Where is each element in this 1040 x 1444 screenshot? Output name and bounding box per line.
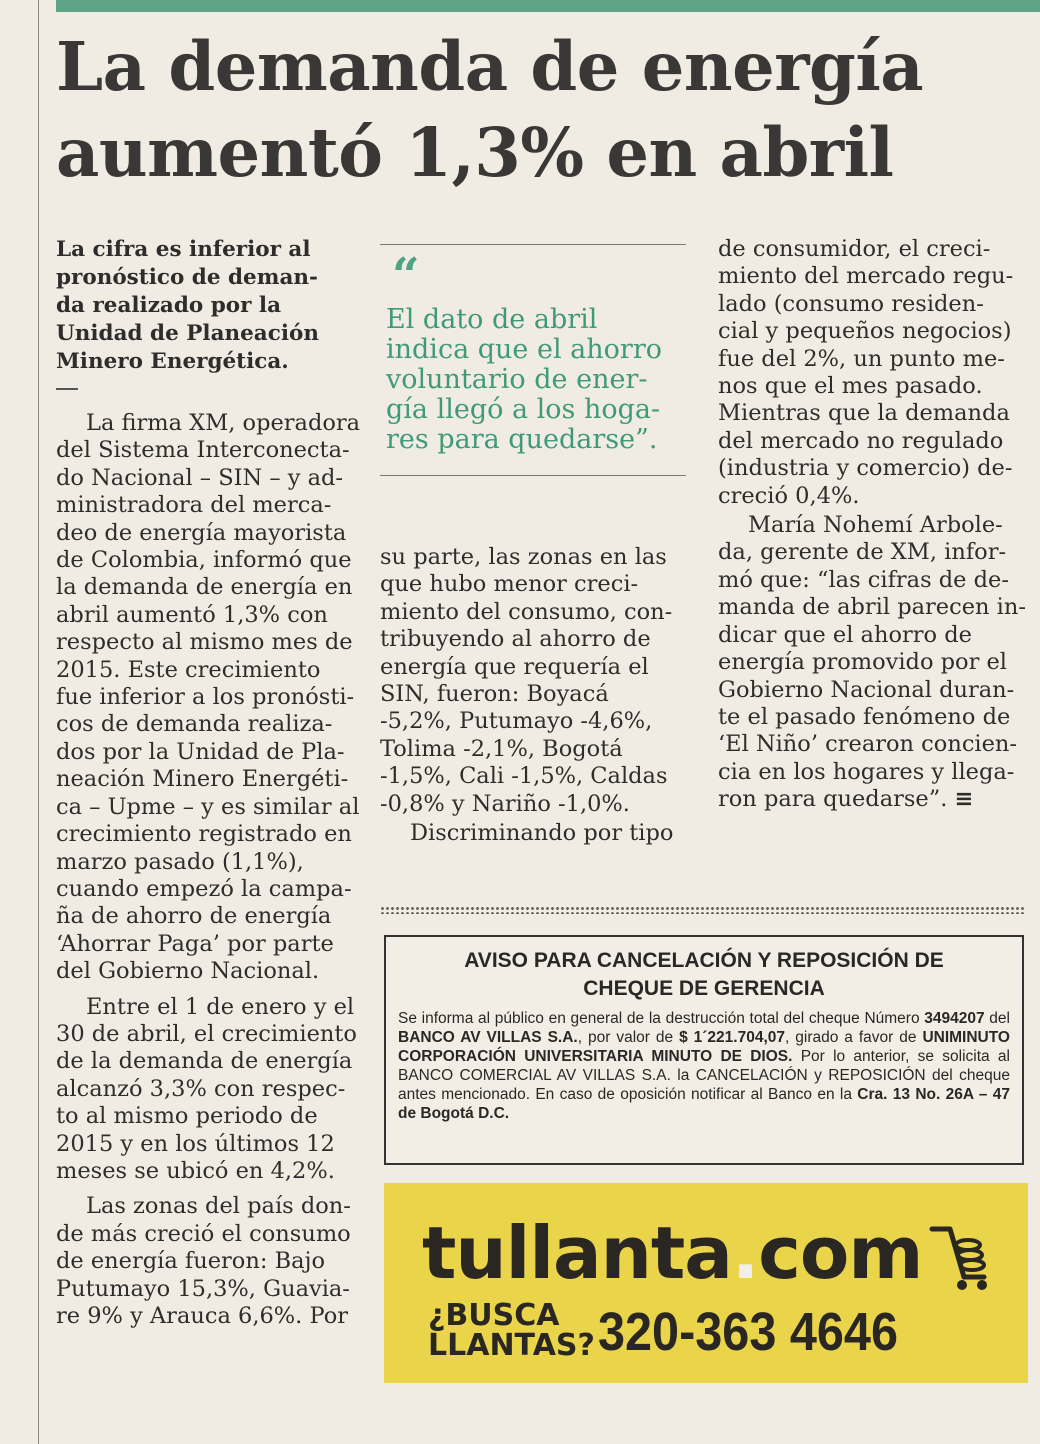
- text-line: (industria y comercio) de-: [718, 455, 1013, 482]
- text-line: manda de abril parecen in-: [718, 594, 1026, 621]
- text-line: Discriminando por tipo: [410, 820, 674, 847]
- bank-name: BANCO AV VILLAS S.A.: [398, 1029, 578, 1046]
- notice-text: , por valor de: [577, 1029, 680, 1046]
- text-line: mó que: “las cifras de de-: [718, 566, 1009, 593]
- beneficiary: UNIMINUTO CORPORACIÓN UNIVERSITARIA MINUTO DE DIOS.: [398, 1029, 1010, 1065]
- text-line: Mientras que la demanda: [718, 400, 1010, 427]
- text-line: 2015 y en los últimos 12: [56, 1130, 335, 1157]
- text-line: energía promovido por el: [718, 649, 1008, 676]
- text-line: cuando empezó la campa-: [56, 875, 352, 902]
- article-column-3: [718, 236, 1026, 814]
- lede-rule: [56, 388, 78, 390]
- text-line: miento del consumo, con-: [380, 598, 673, 625]
- lede: [56, 236, 362, 376]
- brand-logo: [422, 1213, 922, 1293]
- paragraph: [380, 820, 688, 847]
- text-line: lado (consumo residen-: [718, 290, 984, 317]
- headline: [56, 24, 1016, 196]
- text-line: de Colombia, informó que: [56, 547, 352, 574]
- brand-name: tullanta: [422, 1211, 732, 1295]
- paragraph: [718, 512, 1026, 813]
- end-mark-icon: ≡: [954, 786, 974, 813]
- quote-mark-icon: “: [392, 248, 420, 304]
- text-line: de más creció el consumo: [56, 1220, 351, 1247]
- dotted-separator: [380, 906, 1024, 914]
- cheque-number: 3494207: [924, 1010, 985, 1027]
- text-line: ‘Ahorrar Paga’ por parte: [56, 930, 334, 957]
- pull-quote-line: voluntario de ener-: [386, 364, 648, 395]
- lede-line: Minero Energética.: [56, 349, 289, 374]
- text-line: re 9% y Arauca 6,6%. Por: [56, 1303, 349, 1329]
- text-line: fue inferior a los pronósti-: [56, 684, 355, 711]
- headline-line: La demanda de energía: [56, 27, 924, 106]
- ad-phone-number: 320-363 4646: [598, 1302, 898, 1362]
- text-line: Tolima -2,1%, Bogotá: [380, 735, 623, 762]
- lede-line: La cifra es inferior al: [56, 237, 311, 262]
- text-line: -5,2%, Putumayo -4,6%,: [380, 708, 653, 735]
- text-line: -0,8% y Nariño -1,0%.: [380, 790, 630, 817]
- text-line: meses se ubicó en 4,2%.: [56, 1157, 335, 1184]
- paragraph: [56, 1193, 362, 1330]
- notice-body: [398, 1009, 1010, 1123]
- text-line: ca – Upme – y es similar al: [56, 793, 360, 820]
- bank-address: Cra. 13 No. 26A – 47 de Bogotá D.C.: [398, 1086, 1010, 1122]
- text-line: María Nohemí Arbole-: [748, 512, 1003, 539]
- text-line: cia en los hogares y llega-: [718, 758, 1015, 785]
- headline-line: aumentó 1,3% en abril: [56, 113, 894, 192]
- notice-text: del: [984, 1010, 1010, 1027]
- text-line: ‘El Niño’ crearon concien-: [718, 731, 1018, 758]
- text-line: miento del mercado regu-: [718, 263, 1014, 290]
- text-line: Gobierno Nacional duran-: [718, 676, 1015, 703]
- ad-tagline: [428, 1298, 595, 1363]
- cheque-amount: $ 1´221.704,07: [679, 1029, 785, 1046]
- notice-text: Se informa al público en general de la destrucción total del cheque Número: [398, 1010, 925, 1027]
- text-line: del Sistema Interconecta-: [56, 437, 350, 464]
- text-line: dos por la Unidad de Pla-: [56, 738, 345, 765]
- text-line: cos de demanda realiza-: [56, 711, 333, 738]
- text-line: cial y pequeños negocios): [718, 318, 1012, 345]
- pull-quote-line: indica que el ahorro: [386, 334, 662, 365]
- tire-cart-icon: [924, 1223, 994, 1293]
- paragraph: [380, 544, 688, 818]
- text-line: La firma XM, operadora: [86, 410, 361, 436]
- text-line: do Nacional – SIN – y ad-: [56, 464, 344, 491]
- text-line: abril aumentó 1,3% con: [56, 601, 328, 628]
- text-line: de consumidor, el creci-: [718, 236, 991, 262]
- text-line: fue del 2%, un punto me-: [718, 345, 1005, 372]
- text-line: Las zonas del país don-: [86, 1193, 351, 1220]
- lede-line: Unidad de Planeación: [56, 321, 319, 346]
- top-color-bar: [56, 0, 1040, 12]
- text-line: alcanzó 3,3% con respec-: [56, 1075, 346, 1102]
- text-line: su parte, las zonas en las: [380, 544, 667, 570]
- lede-line: pronóstico de deman-: [56, 265, 318, 290]
- text-line: la demanda de energía en: [56, 574, 353, 601]
- text-line: to al mismo periodo de: [56, 1103, 318, 1130]
- paragraph: [56, 994, 362, 1186]
- ad-tagline-line: LLANTAS?: [428, 1328, 595, 1363]
- text-line: creció 0,4%.: [718, 482, 860, 509]
- legal-notice-box: [384, 935, 1024, 1165]
- text-line: que hubo menor creci-: [380, 571, 639, 598]
- text-line: da, gerente de XM, infor-: [718, 539, 1007, 566]
- text-line: 30 de abril, el crecimiento: [56, 1020, 357, 1047]
- text-line: ministradora del merca-: [56, 492, 332, 519]
- text-line: 2015. Este crecimiento: [56, 656, 321, 683]
- text-line: te el pasado fenómeno de: [718, 703, 1011, 730]
- text-line: tribuyendo al ahorro de: [380, 626, 651, 653]
- text-line: [718, 786, 1022, 813]
- notice-title-line: CHEQUE DE GERENCIA: [583, 977, 825, 1000]
- text-line: del Gobierno Nacional.: [56, 958, 320, 985]
- text-line: -1,5%, Cali -1,5%, Caldas: [380, 763, 668, 790]
- pull-quote: [380, 244, 686, 476]
- paragraph: [56, 410, 362, 986]
- lede-line: da realizado por la: [56, 293, 282, 318]
- notice-text: , girado a favor de: [785, 1029, 923, 1046]
- text-line: dicar que el ahorro de: [718, 621, 972, 648]
- article-column-1: [56, 236, 362, 1330]
- text-line: marzo pasado (1,1%),: [56, 848, 304, 875]
- text-line: Putumayo 15,3%, Guavia-: [56, 1275, 350, 1302]
- notice-text: Por lo anterior, se solicita al BANCO COMERCIAL AV VILLAS S.A. la CANCELACIÓN y REPOSICIÓN del cheque antes mencionado. En caso de oposición notificar al Banco en la: [398, 1048, 1010, 1103]
- ad-tagline-line: ¿BUSCA: [428, 1298, 560, 1333]
- article-column-2: [380, 544, 688, 847]
- text-line: Entre el 1 de enero y el: [86, 993, 355, 1020]
- brand-dot: .: [731, 1211, 759, 1295]
- tullanta-ad: [384, 1183, 1028, 1383]
- brand-tld: com: [758, 1211, 923, 1295]
- paragraph: [718, 236, 1022, 510]
- text-line: deo de energía mayorista: [56, 519, 347, 546]
- text-line: de energía fueron: Bajo: [56, 1248, 326, 1275]
- text-fragment: ron para quedarse”.: [718, 786, 948, 813]
- pull-quote-line: gía llegó a los hoga-: [386, 394, 661, 425]
- text-line: de la demanda de energía: [56, 1048, 353, 1075]
- text-line: del mercado no regulado: [718, 427, 1004, 454]
- notice-title-line: AVISO PARA CANCELACIÓN Y REPOSICIÓN DE: [464, 949, 944, 972]
- notice-title: [386, 947, 1022, 1003]
- text-line: neación Minero Energéti-: [56, 766, 349, 793]
- text-line: ña de ahorro de energía: [56, 903, 332, 930]
- pull-quote-line: res para quedarse”.: [386, 424, 658, 455]
- text-line: crecimiento registrado en: [56, 821, 352, 848]
- text-line: SIN, fueron: Boyacá: [380, 681, 609, 708]
- pull-quote-line: El dato de abril: [386, 304, 598, 335]
- pull-quote-text: [386, 305, 686, 455]
- text-line: respecto al mismo mes de: [56, 629, 353, 656]
- text-line: energía que requería el: [380, 653, 649, 680]
- column-divider: [38, 0, 39, 1444]
- text-line: nos que el mes pasado.: [718, 373, 983, 400]
